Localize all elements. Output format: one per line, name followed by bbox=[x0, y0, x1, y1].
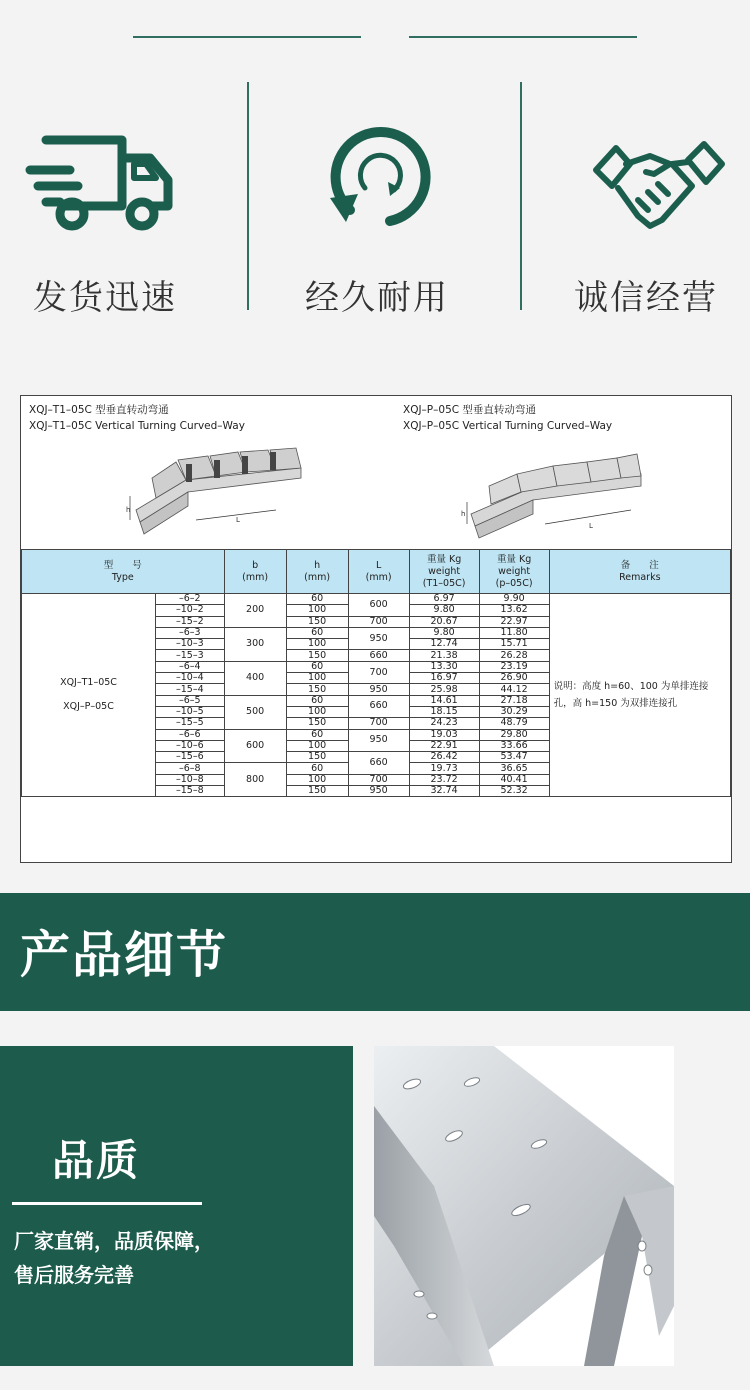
features-strip bbox=[0, 0, 750, 385]
weight-p-cell: 11.80 bbox=[479, 627, 549, 638]
weight-t1-cell: 18.15 bbox=[409, 706, 479, 717]
model-t1: XQJ–T1–05C bbox=[60, 677, 117, 689]
weight-t1-cell: 14.61 bbox=[409, 695, 479, 706]
th-l bbox=[348, 550, 409, 594]
l-cell: 660 bbox=[348, 650, 409, 661]
model-p: XQJ–P–05C bbox=[63, 701, 114, 713]
table-row bbox=[22, 594, 731, 605]
b-cell: 200 bbox=[224, 594, 286, 628]
h-cell: 150 bbox=[286, 616, 348, 627]
weight-t1-cell: 9.80 bbox=[409, 605, 479, 616]
code-cell: –6–6 bbox=[156, 729, 225, 740]
b-cell: 300 bbox=[224, 627, 286, 661]
handshake-icon bbox=[592, 138, 726, 238]
weight-p-cell: 52.32 bbox=[479, 786, 549, 797]
code-cell: –10–8 bbox=[156, 774, 225, 785]
code-cell: –10–2 bbox=[156, 605, 225, 616]
top-divider-left bbox=[133, 36, 361, 38]
l-cell: 950 bbox=[348, 684, 409, 695]
refresh-cycle-icon bbox=[320, 118, 438, 240]
weight-t1-cell: 25.98 bbox=[409, 684, 479, 695]
weight-t1-cell: 9.80 bbox=[409, 627, 479, 638]
weight-p-cell: 13.62 bbox=[479, 605, 549, 616]
cable-tray-photo bbox=[374, 1046, 674, 1366]
weight-t1-cell: 20.67 bbox=[409, 616, 479, 627]
code-cell: –6–3 bbox=[156, 627, 225, 638]
svg-text:h: h bbox=[126, 506, 131, 514]
l-cell: 950 bbox=[348, 627, 409, 650]
right-caption-cn: XQJ–P–05C 型垂直转动弯通 bbox=[403, 404, 536, 416]
th-w2-cn: 重量 Kg bbox=[496, 553, 532, 565]
l-cell: 950 bbox=[348, 786, 409, 797]
weight-t1-cell: 32.74 bbox=[409, 786, 479, 797]
weight-t1-cell: 23.72 bbox=[409, 774, 479, 785]
h-cell: 60 bbox=[286, 763, 348, 774]
feature-divider-2 bbox=[520, 82, 522, 310]
tray-drawing-p bbox=[461, 440, 651, 544]
l-cell: 700 bbox=[348, 774, 409, 785]
h-cell: 100 bbox=[286, 706, 348, 717]
weight-t1-cell: 24.23 bbox=[409, 718, 479, 729]
model-cell bbox=[22, 594, 156, 797]
h-cell: 100 bbox=[286, 774, 348, 785]
quality-text bbox=[14, 1224, 344, 1292]
product-details-banner bbox=[0, 893, 750, 1011]
feature-divider-1 bbox=[247, 82, 249, 310]
code-cell: –15–4 bbox=[156, 684, 225, 695]
weight-t1-cell: 16.97 bbox=[409, 673, 479, 684]
code-cell: –15–3 bbox=[156, 650, 225, 661]
l-cell: 700 bbox=[348, 616, 409, 627]
code-cell: –15–2 bbox=[156, 616, 225, 627]
weight-p-cell: 29.80 bbox=[479, 729, 549, 740]
spec-table-header bbox=[22, 550, 731, 594]
th-type-cn: 型 号 bbox=[103, 559, 142, 571]
h-cell: 150 bbox=[286, 684, 348, 695]
code-cell: –15–6 bbox=[156, 752, 225, 763]
h-cell: 150 bbox=[286, 752, 348, 763]
spec-sheet bbox=[20, 395, 732, 863]
b-cell: 500 bbox=[224, 695, 286, 729]
weight-p-cell: 36.65 bbox=[479, 763, 549, 774]
weight-t1-cell: 19.03 bbox=[409, 729, 479, 740]
code-cell: –6–4 bbox=[156, 661, 225, 672]
svg-text:L: L bbox=[589, 522, 593, 530]
tray-drawing-t1 bbox=[126, 440, 311, 544]
h-cell: 100 bbox=[286, 605, 348, 616]
code-cell: –10–4 bbox=[156, 673, 225, 684]
h-cell: 150 bbox=[286, 718, 348, 729]
th-b bbox=[224, 550, 286, 594]
l-cell: 600 bbox=[348, 594, 409, 617]
weight-p-cell: 9.90 bbox=[479, 594, 549, 605]
code-cell: –10–5 bbox=[156, 706, 225, 717]
weight-t1-cell: 19.73 bbox=[409, 763, 479, 774]
th-w1-en: weight bbox=[428, 565, 461, 577]
right-caption-en: XQJ–P–05C Vertical Turning Curved–Way bbox=[403, 420, 613, 432]
b-cell: 800 bbox=[224, 763, 286, 797]
weight-p-cell: 26.90 bbox=[479, 673, 549, 684]
quality-line-2: 售后服务完善 bbox=[14, 1263, 134, 1287]
th-l-unit: (mm) bbox=[365, 571, 392, 583]
truck-icon bbox=[24, 128, 174, 240]
left-caption-cn: XQJ–T1–05C 型垂直转动弯通 bbox=[29, 404, 169, 416]
banner-title: 产品细节 bbox=[20, 925, 228, 984]
right-caption bbox=[403, 402, 612, 434]
th-weight-p bbox=[479, 550, 549, 594]
l-cell: 700 bbox=[348, 718, 409, 729]
code-cell: –10–3 bbox=[156, 639, 225, 650]
feature-label-integrity: 诚信经营 bbox=[574, 278, 718, 318]
weight-p-cell: 27.18 bbox=[479, 695, 549, 706]
code-cell: –6–2 bbox=[156, 594, 225, 605]
svg-text:L: L bbox=[236, 516, 240, 524]
code-cell: –15–8 bbox=[156, 786, 225, 797]
th-h bbox=[286, 550, 348, 594]
h-cell: 150 bbox=[286, 786, 348, 797]
weight-t1-cell: 13.30 bbox=[409, 661, 479, 672]
left-caption-en: XQJ–T1–05C Vertical Turning Curved–Way bbox=[29, 420, 245, 432]
h-cell: 60 bbox=[286, 627, 348, 638]
weight-t1-cell: 6.97 bbox=[409, 594, 479, 605]
weight-t1-cell: 21.38 bbox=[409, 650, 479, 661]
th-type-en: Type bbox=[111, 571, 134, 583]
weight-p-cell: 33.66 bbox=[479, 740, 549, 751]
th-h-label: h bbox=[314, 559, 321, 571]
th-w2-en: weight bbox=[498, 565, 531, 577]
th-remarks-en: Remarks bbox=[619, 571, 661, 583]
weight-p-cell: 26.28 bbox=[479, 650, 549, 661]
code-cell: –6–5 bbox=[156, 695, 225, 706]
quality-panel bbox=[0, 1046, 353, 1366]
weight-p-cell: 22.97 bbox=[479, 616, 549, 627]
spec-table-body bbox=[22, 594, 731, 797]
h-cell: 100 bbox=[286, 673, 348, 684]
th-w1-model: (T1–05C) bbox=[422, 577, 466, 589]
th-l-label: L bbox=[375, 559, 382, 571]
th-w1-cn: 重量 Kg bbox=[426, 553, 462, 565]
h-cell: 150 bbox=[286, 650, 348, 661]
weight-p-cell: 48.79 bbox=[479, 718, 549, 729]
th-b-unit: (mm) bbox=[242, 571, 269, 583]
h-cell: 60 bbox=[286, 594, 348, 605]
left-caption bbox=[29, 402, 245, 434]
quality-underline bbox=[12, 1202, 202, 1205]
feature-label-durable: 经久耐用 bbox=[305, 278, 449, 318]
quality-title: 品质 bbox=[52, 1136, 141, 1185]
weight-t1-cell: 26.42 bbox=[409, 752, 479, 763]
weight-p-cell: 44.12 bbox=[479, 684, 549, 695]
code-cell: –10–6 bbox=[156, 740, 225, 751]
svg-text:h: h bbox=[461, 510, 466, 518]
h-cell: 60 bbox=[286, 729, 348, 740]
remarks-cell: 说明：高度 h=60、100 为单排连接孔，高 h=150 为双排连接孔 bbox=[549, 594, 730, 797]
h-cell: 60 bbox=[286, 661, 348, 672]
th-h-unit: (mm) bbox=[304, 571, 331, 583]
th-type bbox=[22, 550, 225, 594]
quality-line-1: 厂家直销，品质保障， bbox=[14, 1229, 214, 1253]
weight-t1-cell: 12.74 bbox=[409, 639, 479, 650]
th-weight-t1 bbox=[409, 550, 479, 594]
top-divider-right bbox=[409, 36, 637, 38]
weight-p-cell: 23.19 bbox=[479, 661, 549, 672]
weight-p-cell: 40.41 bbox=[479, 774, 549, 785]
th-remarks bbox=[549, 550, 730, 594]
weight-p-cell: 30.29 bbox=[479, 706, 549, 717]
b-cell: 400 bbox=[224, 661, 286, 695]
weight-p-cell: 53.47 bbox=[479, 752, 549, 763]
weight-p-cell: 15.71 bbox=[479, 639, 549, 650]
th-w2-model: (p–05C) bbox=[495, 577, 533, 589]
spec-table bbox=[21, 549, 731, 797]
th-b-label: b bbox=[252, 559, 259, 571]
l-cell: 660 bbox=[348, 752, 409, 775]
th-remarks-cn: 备 注 bbox=[620, 559, 659, 571]
l-cell: 950 bbox=[348, 729, 409, 752]
h-cell: 100 bbox=[286, 639, 348, 650]
h-cell: 60 bbox=[286, 695, 348, 706]
h-cell: 100 bbox=[286, 740, 348, 751]
code-cell: –6–8 bbox=[156, 763, 225, 774]
l-cell: 660 bbox=[348, 695, 409, 718]
weight-t1-cell: 22.91 bbox=[409, 740, 479, 751]
b-cell: 600 bbox=[224, 729, 286, 763]
l-cell: 700 bbox=[348, 661, 409, 684]
code-cell: –15–5 bbox=[156, 718, 225, 729]
feature-label-fast-shipping: 发货迅速 bbox=[33, 278, 177, 318]
